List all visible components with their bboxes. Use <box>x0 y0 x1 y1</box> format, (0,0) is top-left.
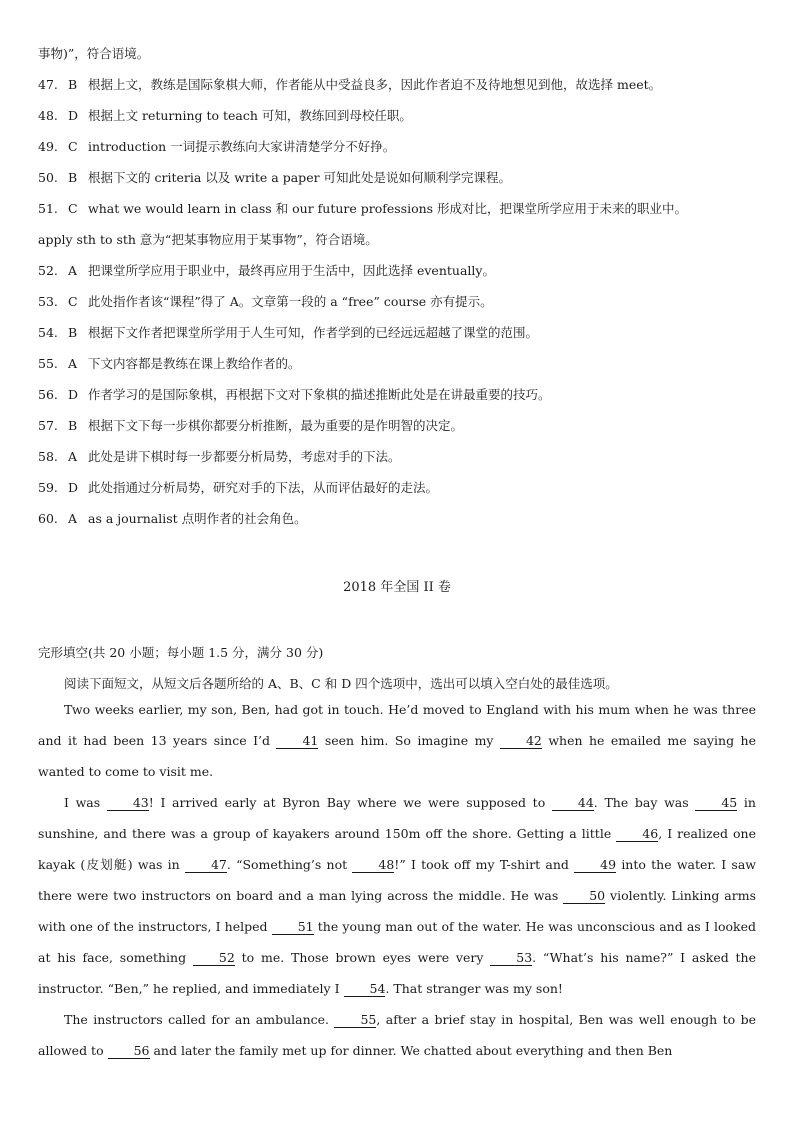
cloze-heading: 完形填空(共 20 小题；每小题 1.5 分，满分 30 分) <box>38 645 324 660</box>
passage-paragraph-2 <box>38 787 756 1004</box>
answer-line <box>38 232 758 248</box>
answer-line <box>38 201 758 217</box>
passage-text: ! I arrived early at Byron Bay where we were supposed to <box>148 795 546 810</box>
answer-explanation: 根据下文的 criteria 以及 write a paper 可知此处是说如何顺利学完课程。 <box>88 170 512 185</box>
blank-42: 42 <box>500 734 542 749</box>
passage-text: into the water. I saw there were two instructors on board and a man lying across the middle. He was <box>38 857 756 903</box>
passage-text: . “Something’s not <box>226 857 348 872</box>
blank-47: 47 <box>185 858 227 873</box>
answer-number: 60. <box>38 511 58 526</box>
answer-explanation: 作者学习的是国际象棋，再根据下文对下象棋的描述推断此处是在讲最重要的技巧。 <box>88 387 551 402</box>
answer-line <box>38 263 758 279</box>
answer-number: 54. <box>38 325 58 340</box>
answer-line <box>38 511 758 527</box>
blank-48: 48 <box>352 858 394 873</box>
answer-explanation: apply sth to sth 意为“把某事物应用于某事物”，符合语境。 <box>38 232 378 247</box>
blank-54: 54 <box>344 982 386 997</box>
answer-number: 48. <box>38 108 58 123</box>
passage-text: !” I took off my T-shirt and <box>394 857 569 872</box>
answer-explanation: 根据上文，教练是国际象棋大师，作者能从中受益良多，因此作者迫不及待地想见到他，故选择 meet。 <box>88 77 662 92</box>
passage-paragraph-3 <box>38 1004 756 1066</box>
blank-53: 53 <box>490 951 532 966</box>
passage-text: I was <box>64 795 101 810</box>
answer-explanation: 此处指作者该“课程”得了 A。文章第一段的 a “free” course 亦有提示。 <box>88 294 493 309</box>
passage-text: . The bay was <box>593 795 689 810</box>
cloze-instruction: 阅读下面短文，从短文后各题所给的 A、B、C 和 D 四个选项中，选出可以填入空白处的最佳选项。 <box>64 676 618 691</box>
passage-text: The instructors called for an ambulance. <box>64 1012 330 1027</box>
passage-text: violently. Linking arms with one of the instructors, I helped <box>38 888 756 934</box>
blank-41: 41 <box>276 734 318 749</box>
answer-line <box>38 387 758 403</box>
passage-text: . That stranger was my son! <box>385 981 563 996</box>
answer-option: D <box>68 480 79 495</box>
blank-44: 44 <box>552 796 594 811</box>
blank-55: 55 <box>334 1013 376 1028</box>
blank-49: 49 <box>574 858 616 873</box>
answer-explanation: what we would learn in class 和 our future professions 形成对比，把课堂所学应用于未来的职业中。 <box>88 201 688 216</box>
passage-text: to me. Those brown eyes were very <box>241 950 484 965</box>
answer-number: 58. <box>38 449 58 464</box>
answer-option: A <box>68 449 78 464</box>
blank-51: 51 <box>272 920 314 935</box>
blank-45: 45 <box>695 796 737 811</box>
answer-line <box>38 139 758 155</box>
answer-option: B <box>68 77 78 92</box>
answer-option: B <box>68 418 78 433</box>
answer-number: 57. <box>38 418 58 433</box>
blank-56: 56 <box>108 1044 150 1059</box>
answer-number: 52. <box>38 263 58 278</box>
answer-number: 59. <box>38 480 58 495</box>
answer-option: A <box>68 263 78 278</box>
blank-46: 46 <box>616 827 658 842</box>
section-title: 2018 年全国 II 卷 <box>343 580 451 595</box>
answer-number: 50. <box>38 170 58 185</box>
answer-option: A <box>68 511 78 526</box>
answer-line <box>38 356 758 372</box>
answer-line <box>38 108 758 124</box>
passage-text: . “What’s his name?” I asked the instructor. “Ben,” he replied, and immediately I <box>38 950 756 996</box>
answer-option: D <box>68 387 79 402</box>
answer-number: 55. <box>38 356 58 371</box>
answer-line <box>38 294 758 310</box>
answer-number: 56. <box>38 387 58 402</box>
answer-option: C <box>68 139 78 154</box>
answer-number: 47. <box>38 77 58 92</box>
answer-explanation: 根据下文下每一步棋你都要分析推断，最为重要的是作明智的决定。 <box>88 418 464 433</box>
passage-text: when he emailed me saying he wanted to come to visit me. <box>38 733 756 779</box>
cloze-passage <box>38 694 756 1066</box>
passage-text: Two weeks earlier, my son, Ben, had got in touch. He’d moved to England with his mum when he was three and it had been 13 years since I’d <box>38 702 756 748</box>
answer-explanation: 把课堂所学应用于职业中，最终再应用于生活中，因此选择 eventually。 <box>88 263 495 278</box>
answer-explanation: 根据下文作者把课堂所学用于人生可知，作者学到的已经远远超越了课堂的范围。 <box>88 325 539 340</box>
answer-explanation: 下文内容都是教练在课上教给作者的。 <box>88 356 301 371</box>
answer-line <box>38 325 758 341</box>
blank-50: 50 <box>563 889 605 904</box>
answer-explanation: 根据上文 returning to teach 可知，教练回到母校任职。 <box>88 108 412 123</box>
answer-option: C <box>68 201 78 216</box>
answer-explanation: 此处指通过分析局势，研究对手的下法，从而评估最好的走法。 <box>88 480 439 495</box>
passage-text: the young man out of the water. He was unconscious and as I looked at his face, something <box>38 919 757 965</box>
answer-explanation: introduction 一词提示教练向大家讲清楚学分不好挣。 <box>88 139 396 154</box>
answer-number: 49. <box>38 139 58 154</box>
answer-option: C <box>68 294 78 309</box>
answer-option: A <box>68 356 78 371</box>
passage-text: seen him. So imagine my <box>324 733 494 748</box>
blank-52: 52 <box>193 951 235 966</box>
passage-text: , after a brief stay in hospital, Ben was well enough to be allowed to <box>38 1012 756 1058</box>
passage-paragraph-1 <box>38 694 756 787</box>
passage-text: , I realized one kayak (皮划艇) was in <box>38 826 756 872</box>
answer-option: B <box>68 170 78 185</box>
answer-line <box>38 449 758 465</box>
passage-text: and later the family met up for dinner. We chatted about everything and then Ben <box>153 1043 673 1058</box>
answer-line <box>38 77 758 93</box>
blank-43: 43 <box>107 796 149 811</box>
answer-explanation: as a journalist 点明作者的社会角色。 <box>88 511 307 526</box>
answer-explanation: 此处是讲下棋时每一步都要分析局势，考虑对手的下法。 <box>88 449 401 464</box>
answer-line <box>38 480 758 496</box>
passage-text: in sunshine, and there was a group of kayakers around 150m off the shore. Getting a little <box>38 795 756 841</box>
answer-option: B <box>68 325 78 340</box>
answer-intro-line: 事物)”，符合语境。 <box>38 46 150 61</box>
answer-line <box>38 170 758 186</box>
answer-number: 51. <box>38 201 58 216</box>
answer-option: D <box>68 108 79 123</box>
answer-number: 53. <box>38 294 58 309</box>
answer-line <box>38 418 758 434</box>
